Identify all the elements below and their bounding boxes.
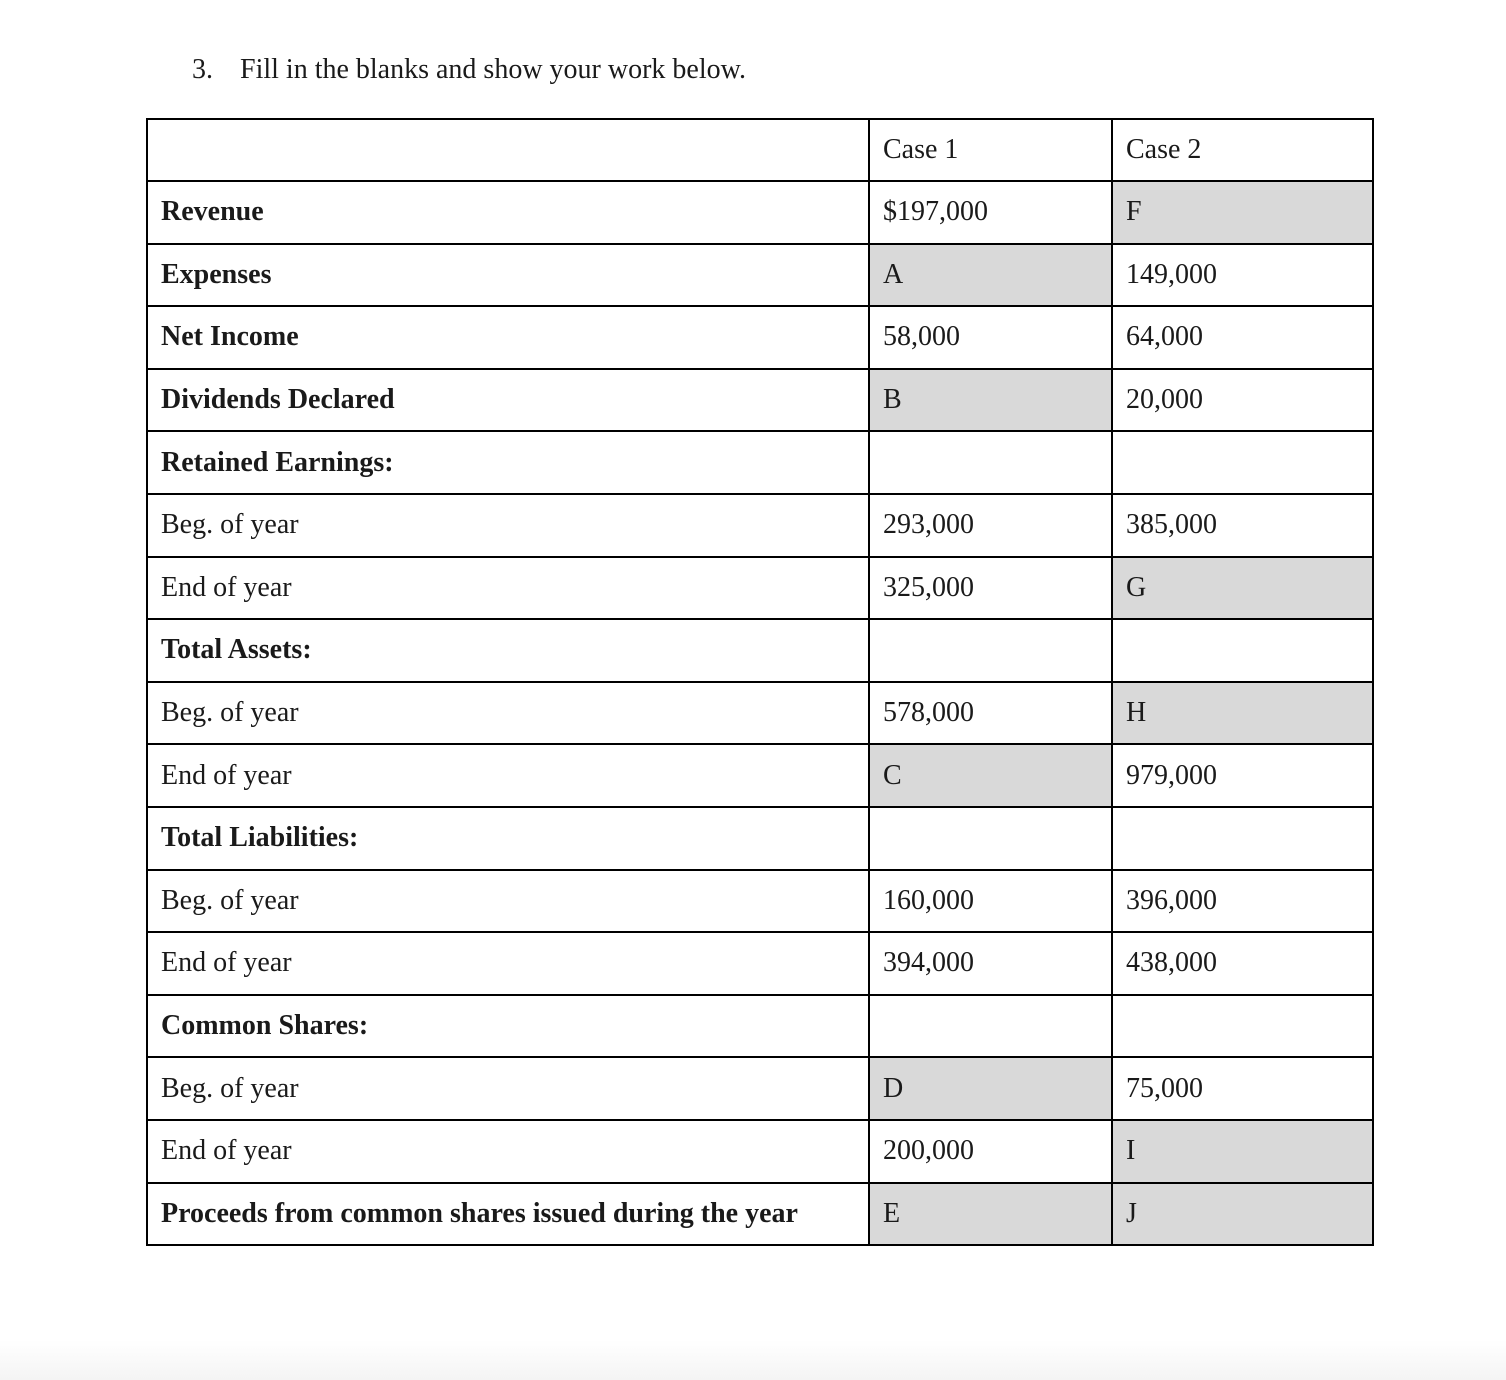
row-label: Beg. of year <box>147 870 869 933</box>
row-common-shares-heading <box>147 995 1373 1058</box>
header-label-cell <box>147 119 869 181</box>
row-assets-end <box>147 744 1373 807</box>
row-retained-earnings-heading <box>147 431 1373 494</box>
case1-cell: 578,000 <box>869 682 1112 745</box>
case2-cell: 64,000 <box>1112 306 1373 369</box>
case1-blank-cell[interactable]: E <box>869 1183 1112 1246</box>
row-label: Revenue <box>147 181 869 244</box>
case1-blank-cell[interactable]: B <box>869 369 1112 432</box>
question-number: 3. <box>192 54 213 85</box>
row-liabilities-end <box>147 932 1373 995</box>
financial-table <box>146 118 1374 1246</box>
row-label: Net Income <box>147 306 869 369</box>
case1-cell: $197,000 <box>869 181 1112 244</box>
row-shares-beg <box>147 1057 1373 1120</box>
instruction-text: Fill in the blanks and show your work below. <box>240 54 747 85</box>
row-total-assets-heading <box>147 619 1373 682</box>
case1-blank-cell[interactable]: A <box>869 244 1112 307</box>
case2-cell: 149,000 <box>1112 244 1373 307</box>
row-re-beg <box>147 494 1373 557</box>
case2-blank-cell[interactable]: H <box>1112 682 1373 745</box>
section-label: Total Liabilities: <box>147 807 869 870</box>
row-label: Beg. of year <box>147 494 869 557</box>
row-revenue <box>147 181 1373 244</box>
case2-blank-cell[interactable]: F <box>1112 181 1373 244</box>
case2-cell: 75,000 <box>1112 1057 1373 1120</box>
row-net-income <box>147 306 1373 369</box>
case2-cell: 396,000 <box>1112 870 1373 933</box>
section-label: Retained Earnings: <box>147 431 869 494</box>
row-re-end <box>147 557 1373 620</box>
row-label: Beg. of year <box>147 1057 869 1120</box>
case1-cell <box>869 431 1112 494</box>
row-label: Proceeds from common shares issued during the year <box>147 1183 869 1246</box>
case1-cell <box>869 619 1112 682</box>
case1-blank-cell[interactable]: D <box>869 1057 1112 1120</box>
case1-cell: 160,000 <box>869 870 1112 933</box>
case2-cell <box>1112 619 1373 682</box>
row-label: End of year <box>147 932 869 995</box>
case2-blank-cell[interactable]: I <box>1112 1120 1373 1183</box>
case2-blank-cell[interactable]: J <box>1112 1183 1373 1246</box>
case2-blank-cell[interactable]: G <box>1112 557 1373 620</box>
section-label: Common Shares: <box>147 995 869 1058</box>
row-label: End of year <box>147 1120 869 1183</box>
case1-cell <box>869 995 1112 1058</box>
header-row <box>147 119 1373 181</box>
case2-cell <box>1112 807 1373 870</box>
header-case1: Case 1 <box>869 119 1112 181</box>
case2-cell: 385,000 <box>1112 494 1373 557</box>
case1-cell: 325,000 <box>869 557 1112 620</box>
row-shares-end <box>147 1120 1373 1183</box>
row-label: End of year <box>147 557 869 620</box>
case2-cell: 438,000 <box>1112 932 1373 995</box>
case1-cell: 394,000 <box>869 932 1112 995</box>
header-case2: Case 2 <box>1112 119 1373 181</box>
row-total-liabilities-heading <box>147 807 1373 870</box>
case2-cell <box>1112 995 1373 1058</box>
case2-cell: 979,000 <box>1112 744 1373 807</box>
row-assets-beg <box>147 682 1373 745</box>
case1-blank-cell[interactable]: C <box>869 744 1112 807</box>
row-proceeds <box>147 1183 1373 1246</box>
row-label: Expenses <box>147 244 869 307</box>
row-dividends-declared <box>147 369 1373 432</box>
case1-cell <box>869 807 1112 870</box>
case1-cell: 293,000 <box>869 494 1112 557</box>
case2-cell: 20,000 <box>1112 369 1373 432</box>
case1-cell: 200,000 <box>869 1120 1112 1183</box>
row-label: Dividends Declared <box>147 369 869 432</box>
row-label: End of year <box>147 744 869 807</box>
row-expenses <box>147 244 1373 307</box>
row-liabilities-beg <box>147 870 1373 933</box>
case2-cell <box>1112 431 1373 494</box>
page-bottom-shadow <box>0 1340 1506 1380</box>
instruction <box>192 52 746 88</box>
section-label: Total Assets: <box>147 619 869 682</box>
row-label: Beg. of year <box>147 682 869 745</box>
case1-cell: 58,000 <box>869 306 1112 369</box>
